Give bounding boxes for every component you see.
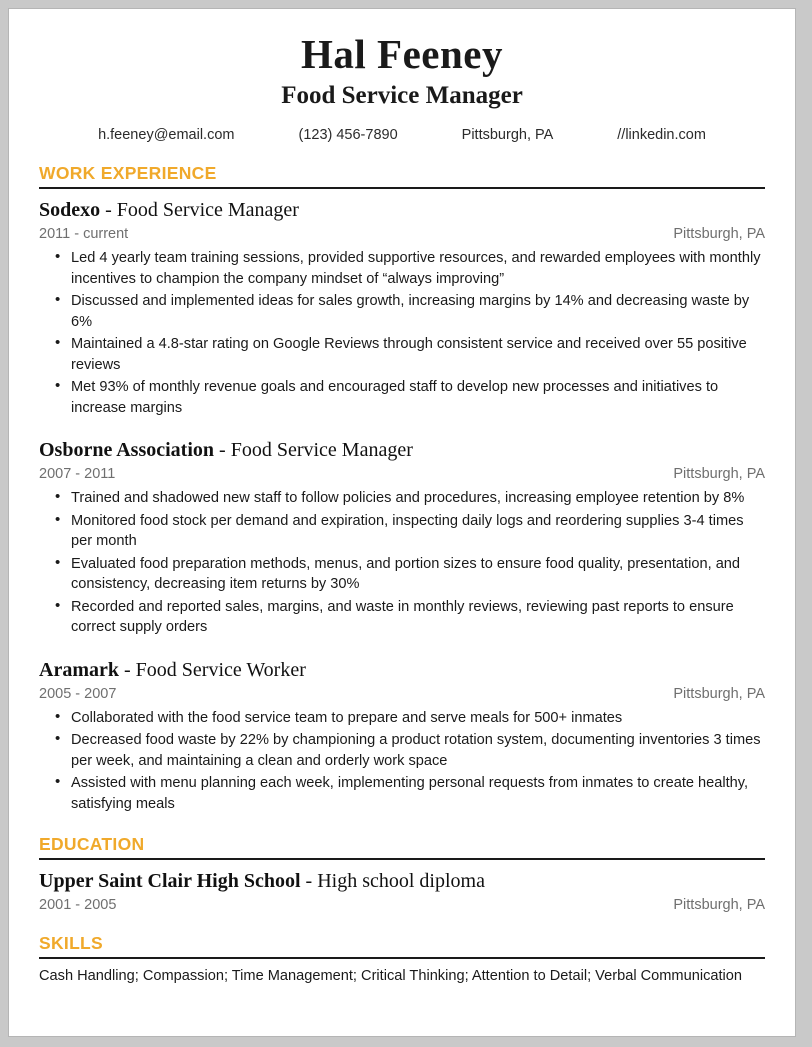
entry-separator: -	[105, 199, 112, 221]
skills-text: Cash Handling; Compassion; Time Management; Critical Thinking; Attention to Detail; Verbal Communication	[39, 968, 743, 984]
entry-spacer	[39, 420, 765, 429]
entry-organization: Upper Saint Clair High School	[39, 870, 301, 892]
list-item: • Trained and shadowed new staff to follow policies and procedures, increasing employee retention by 8%	[69, 488, 765, 509]
entry-location: Pittsburgh, PA	[673, 466, 765, 482]
list-item: • Evaluated food preparation methods, menus, and portion sizes to ensure food quality, presentation, and consistency, decreasing item returns by 30%	[69, 554, 765, 595]
list-item: • Monitored food stock per demand and expiration, inspecting daily logs and reordering supplies 3-4 times per month	[69, 511, 765, 552]
entry-organization: Osborne Association	[39, 439, 215, 461]
entry-dates: 2011 - current	[39, 226, 129, 242]
entry-location: Pittsburgh, PA	[673, 226, 765, 242]
page-title: Hal Feeney	[301, 31, 503, 77]
list-item: • Discussed and implemented ideas for sales growth, increasing margins by 14% and decreasing waste by 6%	[69, 291, 765, 332]
entry-meta	[39, 466, 765, 482]
entry-heading	[39, 658, 765, 682]
entry-role: Food Service Manager	[230, 439, 413, 461]
contact-row	[39, 127, 765, 143]
entry-separator: -	[123, 658, 131, 681]
contact-email: h.feeney@email.com	[98, 127, 235, 143]
list-item: • Maintained a 4.8-star rating on Google Reviews through consistent service and received over 55 positive reviews	[69, 334, 765, 375]
entry-spacer	[39, 640, 765, 649]
list-item: • Met 93% of monthly revenue goals and encouraged staff to develop new processes and initiatives to increase margins	[69, 377, 765, 418]
entry-role: High school diploma	[317, 870, 485, 892]
education-entry	[39, 869, 765, 913]
entry-role: Food Service Manager	[116, 199, 299, 221]
entry-heading	[39, 438, 765, 462]
section-title-education: EDUCATION	[39, 834, 145, 854]
list-item: • Collaborated with the food service team to prepare and serve meals for 500+ inmates	[69, 708, 765, 729]
section-divider-skills	[39, 957, 765, 959]
header-job-title: Food Service Manager	[281, 82, 523, 109]
entry-bullet-list	[39, 248, 765, 418]
entry-bullet-list	[39, 708, 765, 815]
entry-location: Pittsburgh, PA	[673, 685, 765, 702]
entry-heading	[39, 198, 765, 222]
entry-bullet-list	[39, 488, 765, 638]
entry-meta	[39, 897, 765, 913]
resume-page	[8, 8, 796, 1037]
section-title-work-experience: WORK EXPERIENCE	[39, 163, 217, 183]
experience-entry	[39, 658, 765, 815]
section-title-skills: SKILLS	[39, 933, 104, 953]
entry-location: Pittsburgh, PA	[673, 897, 765, 913]
entry-role: Food Service Worker	[135, 658, 306, 681]
list-item: • Led 4 yearly team training sessions, provided supportive resources, and rewarded employees with monthly incentives to champion the company mindset of “always improving”	[69, 248, 765, 289]
contact-linkedin[interactable]: //linkedin.com	[617, 127, 706, 143]
list-item: • Decreased food waste by 22% by championing a product rotation system, documenting inventories 3 times per week, and maintaining a clean and orderly work space	[69, 730, 765, 771]
entry-organization: Sodexo	[39, 199, 101, 221]
entry-separator: -	[305, 870, 313, 892]
experience-entry	[39, 198, 765, 418]
entry-separator: -	[219, 439, 226, 461]
list-item: • Assisted with menu planning each week, implementing personal requests from inmates to create healthy, satisfying meals	[69, 773, 765, 814]
list-item: • Recorded and reported sales, margins, and waste in monthly reviews, reviewing past reports to ensure correct supply orders	[69, 597, 765, 638]
contact-location: Pittsburgh, PA	[461, 127, 554, 143]
entry-dates: 2001 - 2005	[39, 897, 117, 913]
entry-heading	[39, 869, 765, 893]
entry-organization: Aramark	[39, 658, 119, 681]
contact-phone: (123) 456-7890	[298, 127, 398, 143]
section-divider-education	[39, 858, 765, 860]
section-divider-work-experience	[39, 187, 765, 189]
experience-entry	[39, 438, 765, 638]
entry-meta	[39, 226, 765, 242]
entry-dates: 2005 - 2007	[39, 685, 117, 702]
entry-dates: 2007 - 2011	[39, 466, 116, 482]
entry-meta	[39, 686, 765, 702]
